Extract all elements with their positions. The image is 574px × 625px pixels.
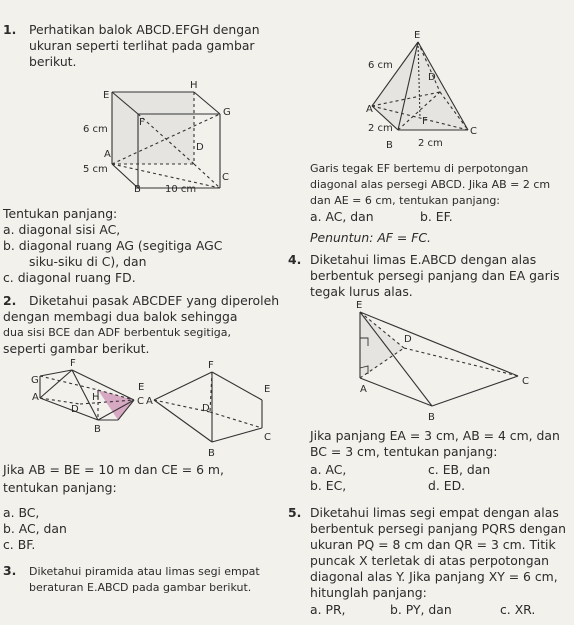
wedge1-label-E: E (138, 382, 145, 393)
problem-4-intro-line-1: Diketahui limas E.ABCD dengan alas (310, 252, 537, 267)
wedge2-label-C: C (264, 432, 271, 443)
problem-3-intro-line-1: Diketahui piramida atau limas segi empat (29, 565, 260, 578)
cuboid-dim-height: 6 cm (83, 124, 108, 135)
cuboid-label-G: G (223, 107, 231, 118)
pyramid2-label-B: B (428, 412, 435, 423)
problem-1-item-a: a. diagonal sisi AC, (3, 222, 121, 237)
problem-5-intro-line-6: hitunglah panjang: (310, 585, 427, 600)
problem-2-ask: tentukan panjang: (3, 480, 117, 495)
wedge2-label-F: F (208, 360, 214, 371)
problem-2-item-c: c. BF. (3, 537, 36, 552)
problem-4-number: 4. (288, 252, 302, 267)
pyramid2-label-C: C (522, 376, 529, 387)
problem-5-intro-line-1: Diketahui limas segi empat dengan alas (310, 505, 559, 520)
problem-5-intro-line-4: puncak X terletak di atas perpotongan (310, 553, 550, 568)
problem-1-right-line-2: diagonal alas persegi ABCD. Jika AB = 2 cm (310, 178, 551, 191)
problem-1-hint: Penuntun: AF = FC. (310, 230, 431, 245)
wedge2-label-D: D (202, 403, 210, 414)
problem-2-item-a: a. BC, (3, 505, 40, 520)
problem-3-intro-line-2: beraturan E.ABCD pada gambar berikut. (29, 581, 252, 594)
problem-1-intro-line-3: berikut. (29, 54, 77, 69)
problem-5-item-b: b. PY, dan (390, 602, 452, 617)
cuboid-label-H: H (190, 80, 198, 91)
cuboid-label-F: F (139, 117, 145, 128)
pyramid2-label-E: E (356, 300, 363, 311)
cuboid-label-E: E (103, 90, 110, 101)
problem-4-item-d: d. ED. (428, 478, 466, 493)
problem-4-item-a: a. AC, (310, 462, 347, 477)
pyramid1-label-A: A (366, 104, 373, 115)
problem-5-item-c: c. XR. (500, 602, 536, 617)
wedge1-label-F: F (70, 358, 76, 369)
cuboid-label-B: B (134, 184, 141, 195)
problem-5-intro-line-3: ukuran PQ = 8 cm dan QR = 3 cm. Titik (310, 537, 556, 552)
problem-4-item-c: c. EB, dan (428, 462, 491, 477)
problem-4-given-line-2: BC = 3 cm, tentukan panjang: (310, 444, 498, 459)
pyramid1-dim-ab: 2 cm (368, 123, 393, 134)
cuboid-dim-length: 10 cm (165, 184, 197, 195)
pyramid1-label-F: F (422, 116, 428, 127)
problem-4-intro-line-2: berbentuk persegi panjang dan EA garis (310, 268, 560, 283)
problem-2-intro-line-2: dengan membagi dua balok sehingga (3, 309, 238, 324)
pyramid2-label-A: A (360, 384, 367, 395)
wedge1-label-D: D (71, 404, 79, 415)
wedge1-label-G: G (31, 375, 39, 386)
problem-1-intro-line-2: ukuran seperti terlihat pada gambar (29, 38, 255, 53)
wedge1-label-B: B (94, 424, 101, 435)
wedge1-label-H: H (92, 392, 100, 403)
problem-1-item-b-cont: siku-siku di C), dan (29, 254, 147, 269)
wedge1-label-C: C (137, 396, 144, 407)
wedge1-label-A: A (32, 392, 39, 403)
problem-4-given-line-1: Jika panjang EA = 3 cm, AB = 4 cm, dan (310, 428, 560, 443)
wedge2-label-E: E (264, 384, 271, 395)
pyramid1-label-C: C (470, 126, 477, 137)
pyramid1-dim-bc: 2 cm (418, 138, 443, 149)
cuboid-label-C: C (222, 172, 229, 183)
pyramid1-label-E: E (414, 30, 421, 41)
problem-2-intro-line-4: seperti gambar berikut. (3, 341, 150, 356)
problem-5-intro-line-2: berbentuk persegi panjang PQRS dengan (310, 521, 566, 536)
wedge2-label-A: A (146, 396, 153, 407)
problem-2-intro-line-1: Diketahui pasak ABCDEF yang diperoleh (29, 293, 280, 308)
problem-2-intro-line-3: dua sisi BCE dan ADF berbentuk segitiga, (3, 326, 232, 339)
problem-4-item-b: b. EC, (310, 478, 347, 493)
pyramid2-label-D: D (404, 334, 412, 345)
problem-1-item-b: b. diagonal ruang AG (segitiga AGC (3, 238, 223, 253)
cuboid-label-D: D (196, 142, 204, 153)
pyramid1-label-B: B (386, 140, 393, 151)
cuboid-dim-depth: 5 cm (83, 164, 108, 175)
wedge2-label-B: B (208, 448, 215, 459)
cuboid-label-A: A (104, 149, 111, 160)
problem-2-item-b: b. AC, dan (3, 521, 67, 536)
problem-4-intro-line-3: tegak lurus alas. (310, 284, 413, 299)
problem-3-number: 3. (3, 563, 17, 578)
pyramid1-dim-edge: 6 cm (368, 60, 393, 71)
problem-1-sub-a: a. AC, dan (310, 209, 374, 224)
problem-2-number: 2. (3, 293, 17, 308)
problem-5-number: 5. (288, 505, 302, 520)
problem-1-item-c: c. diagonal ruang FD. (3, 270, 136, 285)
problem-1-intro-line-1: Perhatikan balok ABCD.EFGH dengan (29, 22, 260, 37)
problem-1-ask: Tentukan panjang: (3, 206, 118, 221)
problem-5-item-a: a. PR, (310, 602, 346, 617)
problem-2-given: Jika AB = BE = 10 m dan CE = 6 m, (3, 462, 224, 477)
problem-1-sub-b: b. EF. (420, 209, 453, 224)
problem-1-right-line-3: dan AE = 6 cm, tentukan panjang: (310, 194, 501, 207)
pyramid1-label-D: D (428, 72, 436, 83)
problem-1-right-line-1: Garis tegak EF bertemu di perpotongan (310, 162, 529, 175)
problem-1-number: 1. (3, 22, 17, 37)
problem-5-intro-line-5: diagonal alas Y. Jika panjang XY = 6 cm, (310, 569, 558, 584)
